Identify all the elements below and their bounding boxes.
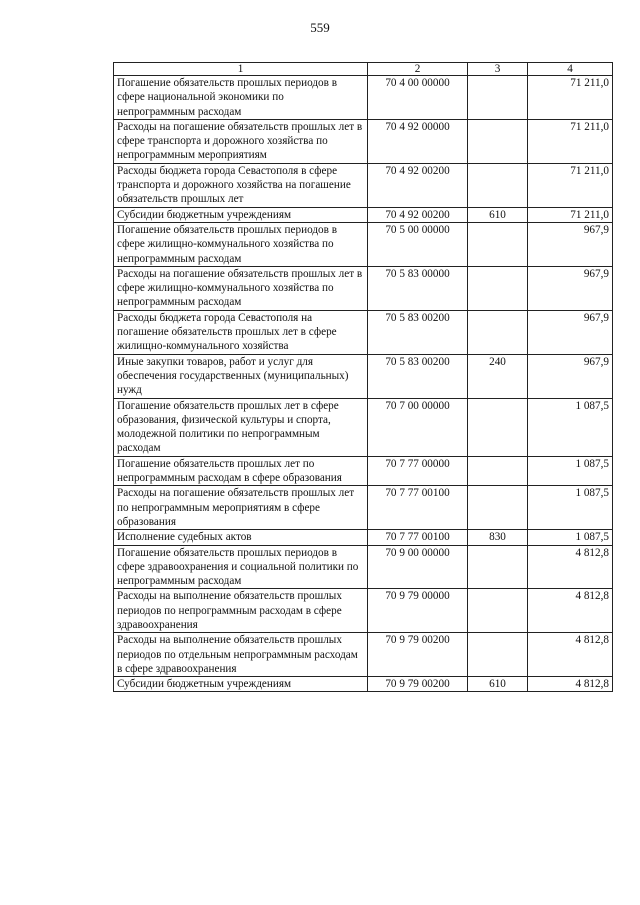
row-type-cell (468, 222, 528, 266)
row-code-cell: 70 4 92 00200 (368, 163, 468, 207)
table-row (114, 222, 613, 266)
table-row (114, 530, 613, 545)
row-name-cell: Погашение обязательств прошлых периодов в сфере национальной экономики по непрограммным расходам (114, 76, 368, 120)
row-code-cell: 70 7 77 00100 (368, 486, 468, 530)
budget-table (113, 62, 613, 692)
row-type-cell: 610 (468, 677, 528, 692)
table-row (114, 633, 613, 677)
table-row (114, 207, 613, 222)
column-header-1: 1 (114, 63, 368, 76)
row-name-cell: Погашение обязательств прошлых периодов в сфере здравоохранения и социальной политики по непрограммным расходам (114, 545, 368, 589)
row-type-cell (468, 633, 528, 677)
row-amount-cell: 4 812,8 (528, 589, 613, 633)
row-amount-cell: 71 211,0 (528, 119, 613, 163)
row-amount-cell: 967,9 (528, 310, 613, 354)
row-name-cell: Погашение обязательств прошлых лет по непрограммным расходам в сфере образования (114, 456, 368, 486)
row-type-cell (468, 119, 528, 163)
row-code-cell: 70 7 77 00000 (368, 456, 468, 486)
row-name-cell: Расходы бюджета города Севастополя в сфере транспорта и дорожного хозяйства на погашение обязательств прошлых лет (114, 163, 368, 207)
table-row (114, 677, 613, 692)
row-type-cell (468, 589, 528, 633)
row-amount-cell: 967,9 (528, 266, 613, 310)
row-type-cell: 240 (468, 354, 528, 398)
row-code-cell: 70 9 79 00200 (368, 633, 468, 677)
row-name-cell: Исполнение судебных актов (114, 530, 368, 545)
row-amount-cell: 1 087,5 (528, 486, 613, 530)
row-type-cell (468, 545, 528, 589)
column-header-2: 2 (368, 63, 468, 76)
table-row (114, 163, 613, 207)
table-body (114, 76, 613, 692)
row-type-cell (468, 76, 528, 120)
table-row (114, 119, 613, 163)
row-name-cell: Расходы на погашение обязательств прошлых лет по непрограммным мероприятиям в сфере образования (114, 486, 368, 530)
row-amount-cell: 1 087,5 (528, 530, 613, 545)
row-amount-cell: 4 812,8 (528, 545, 613, 589)
row-code-cell: 70 4 92 00000 (368, 119, 468, 163)
row-name-cell: Погашение обязательств прошлых лет в сфере образования, физической культуры и спорта, молодежной политики по непрограммным расходам (114, 398, 368, 456)
row-name-cell: Субсидии бюджетным учреждениям (114, 207, 368, 222)
row-code-cell: 70 5 83 00200 (368, 310, 468, 354)
row-code-cell: 70 7 77 00100 (368, 530, 468, 545)
row-type-cell (468, 456, 528, 486)
page-number: 559 (310, 20, 330, 35)
row-amount-cell: 71 211,0 (528, 207, 613, 222)
table-row (114, 354, 613, 398)
row-type-cell (468, 398, 528, 456)
row-amount-cell: 4 812,8 (528, 677, 613, 692)
header-row (114, 63, 613, 76)
row-type-cell: 610 (468, 207, 528, 222)
row-name-cell: Расходы бюджета города Севастополя на погашение обязательств прошлых лет в сфере жилищно-коммунального хозяйства (114, 310, 368, 354)
row-amount-cell: 1 087,5 (528, 456, 613, 486)
row-amount-cell: 4 812,8 (528, 633, 613, 677)
row-amount-cell: 71 211,0 (528, 76, 613, 120)
table-row (114, 310, 613, 354)
table-row (114, 545, 613, 589)
row-type-cell (468, 163, 528, 207)
row-type-cell: 830 (468, 530, 528, 545)
row-amount-cell: 967,9 (528, 222, 613, 266)
row-name-cell: Расходы на погашение обязательств прошлых лет в сфере транспорта и дорожного хозяйства по непрограммным мероприятиям (114, 119, 368, 163)
table-row (114, 589, 613, 633)
row-code-cell: 70 5 83 00000 (368, 266, 468, 310)
table-row (114, 266, 613, 310)
row-code-cell: 70 4 00 00000 (368, 76, 468, 120)
row-name-cell: Расходы на выполнение обязательств прошлых периодов по отдельным непрограммным расходам в сфере здравоохранения (114, 633, 368, 677)
row-amount-cell: 1 087,5 (528, 398, 613, 456)
row-amount-cell: 71 211,0 (528, 163, 613, 207)
column-header-3: 3 (468, 63, 528, 76)
row-type-cell (468, 310, 528, 354)
row-code-cell: 70 5 83 00200 (368, 354, 468, 398)
table-row (114, 76, 613, 120)
table-row (114, 398, 613, 456)
row-code-cell: 70 5 00 00000 (368, 222, 468, 266)
row-name-cell: Расходы на погашение обязательств прошлых лет в сфере жилищно-коммунального хозяйства по непрограммным расходам (114, 266, 368, 310)
row-name-cell: Субсидии бюджетным учреждениям (114, 677, 368, 692)
table-header (114, 63, 613, 76)
row-code-cell: 70 9 00 00000 (368, 545, 468, 589)
row-code-cell: 70 9 79 00200 (368, 677, 468, 692)
row-name-cell: Иные закупки товаров, работ и услуг для обеспечения государственных (муниципальных) нужд (114, 354, 368, 398)
table-row (114, 486, 613, 530)
row-type-cell (468, 486, 528, 530)
row-name-cell: Погашение обязательств прошлых периодов в сфере жилищно-коммунального хозяйства по непрограммным расходам (114, 222, 368, 266)
row-amount-cell: 967,9 (528, 354, 613, 398)
row-code-cell: 70 4 92 00200 (368, 207, 468, 222)
row-code-cell: 70 9 79 00000 (368, 589, 468, 633)
column-header-4: 4 (528, 63, 613, 76)
table-row (114, 456, 613, 486)
row-type-cell (468, 266, 528, 310)
row-code-cell: 70 7 00 00000 (368, 398, 468, 456)
row-name-cell: Расходы на выполнение обязательств прошлых периодов по непрограммным расходам в сфере здравоохранения (114, 589, 368, 633)
